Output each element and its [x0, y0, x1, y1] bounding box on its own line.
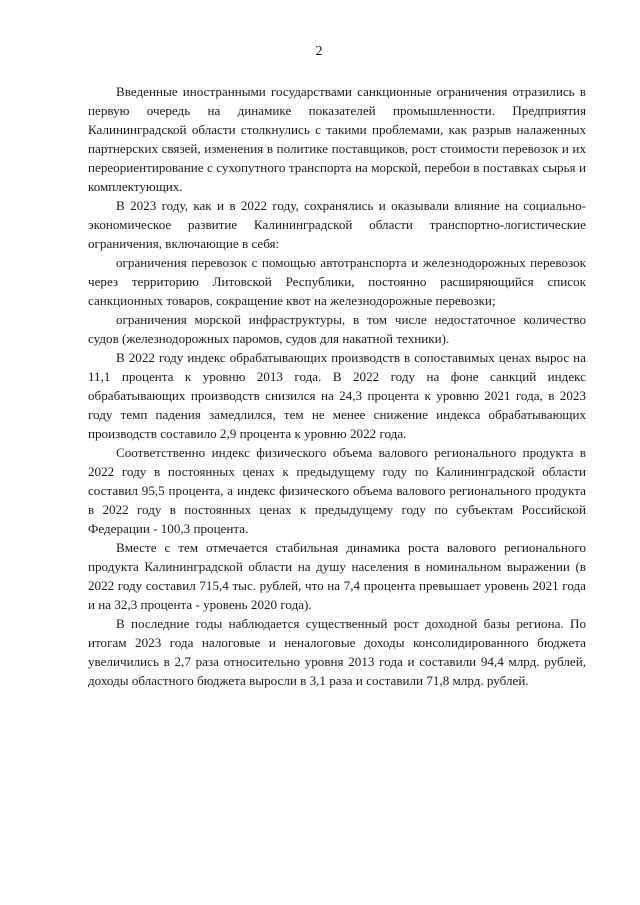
paragraph-manufacturing-index: В 2022 году индекс обрабатывающих производств в сопоставимых ценах вырос на 11,1 процента к уровню 2013 года. В 2022 году на фоне санкций индекс обрабатывающих производств снизился на 24,3 процента к уровню 2021 года, в 2023 году темп падения замедлился, тем не менее снижение индекса обрабатывающих производств составило 2,9 процента к уровню 2022 года. [88, 350, 586, 441]
paragraph-logistics-restrictions: В 2023 году, как и в 2022 году, сохранялись и оказывали влияние на социально-экономическое развитие Калининградской области транспортно-логистические ограничения, включающие в себя: [88, 198, 586, 251]
paragraph-grp-volume-index: Соответственно индекс физического объема валового регионального продукта в 2022 году в постоянных ценах к предыдущему году по Калининградской области составил 95,5 процента, а индекс физического объема валового регионального продукта в 2022 году в постоянных ценах к предыдущему году по субъектам Российской Федерации - 100,3 процента. [88, 445, 586, 536]
page-number: 2 [315, 44, 323, 59]
body-text [88, 82, 586, 690]
paragraph-maritime-restrictions: ограничения морской инфраструктуры, в том числе недостаточное количество судов (железнодорожных паромов, судов для накатной техники). [88, 312, 586, 346]
paragraph-sanctions-impact: Введенные иностранными государствами санкционные ограничения отразились в первую очередь на динамике показателей промышленности. Предприятия Калининградской области столкнулись с такими проблемами, как разрыв налаженных партнерских связей, изменения в политике поставщиков, рост стоимости перевозок и их переориентирование с сухопутного транспорта на морской, перебои в поставках сырья и комплектующих. [88, 84, 586, 194]
paragraph-budget-revenue: В последние годы наблюдается существенный рост доходной базы региона. По итогам 2023 года налоговые и неналоговые доходы консолидированного бюджета увеличились в 2,7 раза относительно уровня 2013 года и составили 94,4 млрд. рублей, доходы областного бюджета выросли в 3,1 раза и составили 71,8 млрд. рублей. [88, 616, 586, 688]
paragraph-transport-restrictions: ограничения перевозок с помощью автотранспорта и железнодорожных перевозок через территорию Литовской Республики, постоянно расширяющийся список санкционных товаров, сокращение квот на железнодорожные перевозки; [88, 255, 586, 308]
paragraph-grp-per-capita: Вместе с тем отмечается стабильная динамика роста валового регионального продукта Калининградской области на душу населения в номинальном выражении (в 2022 году составил 715,4 тыс. рублей, что на 7,4 процента превышает уровень 2021 года и на 32,3 процента - уровень 2020 года). [88, 540, 586, 612]
